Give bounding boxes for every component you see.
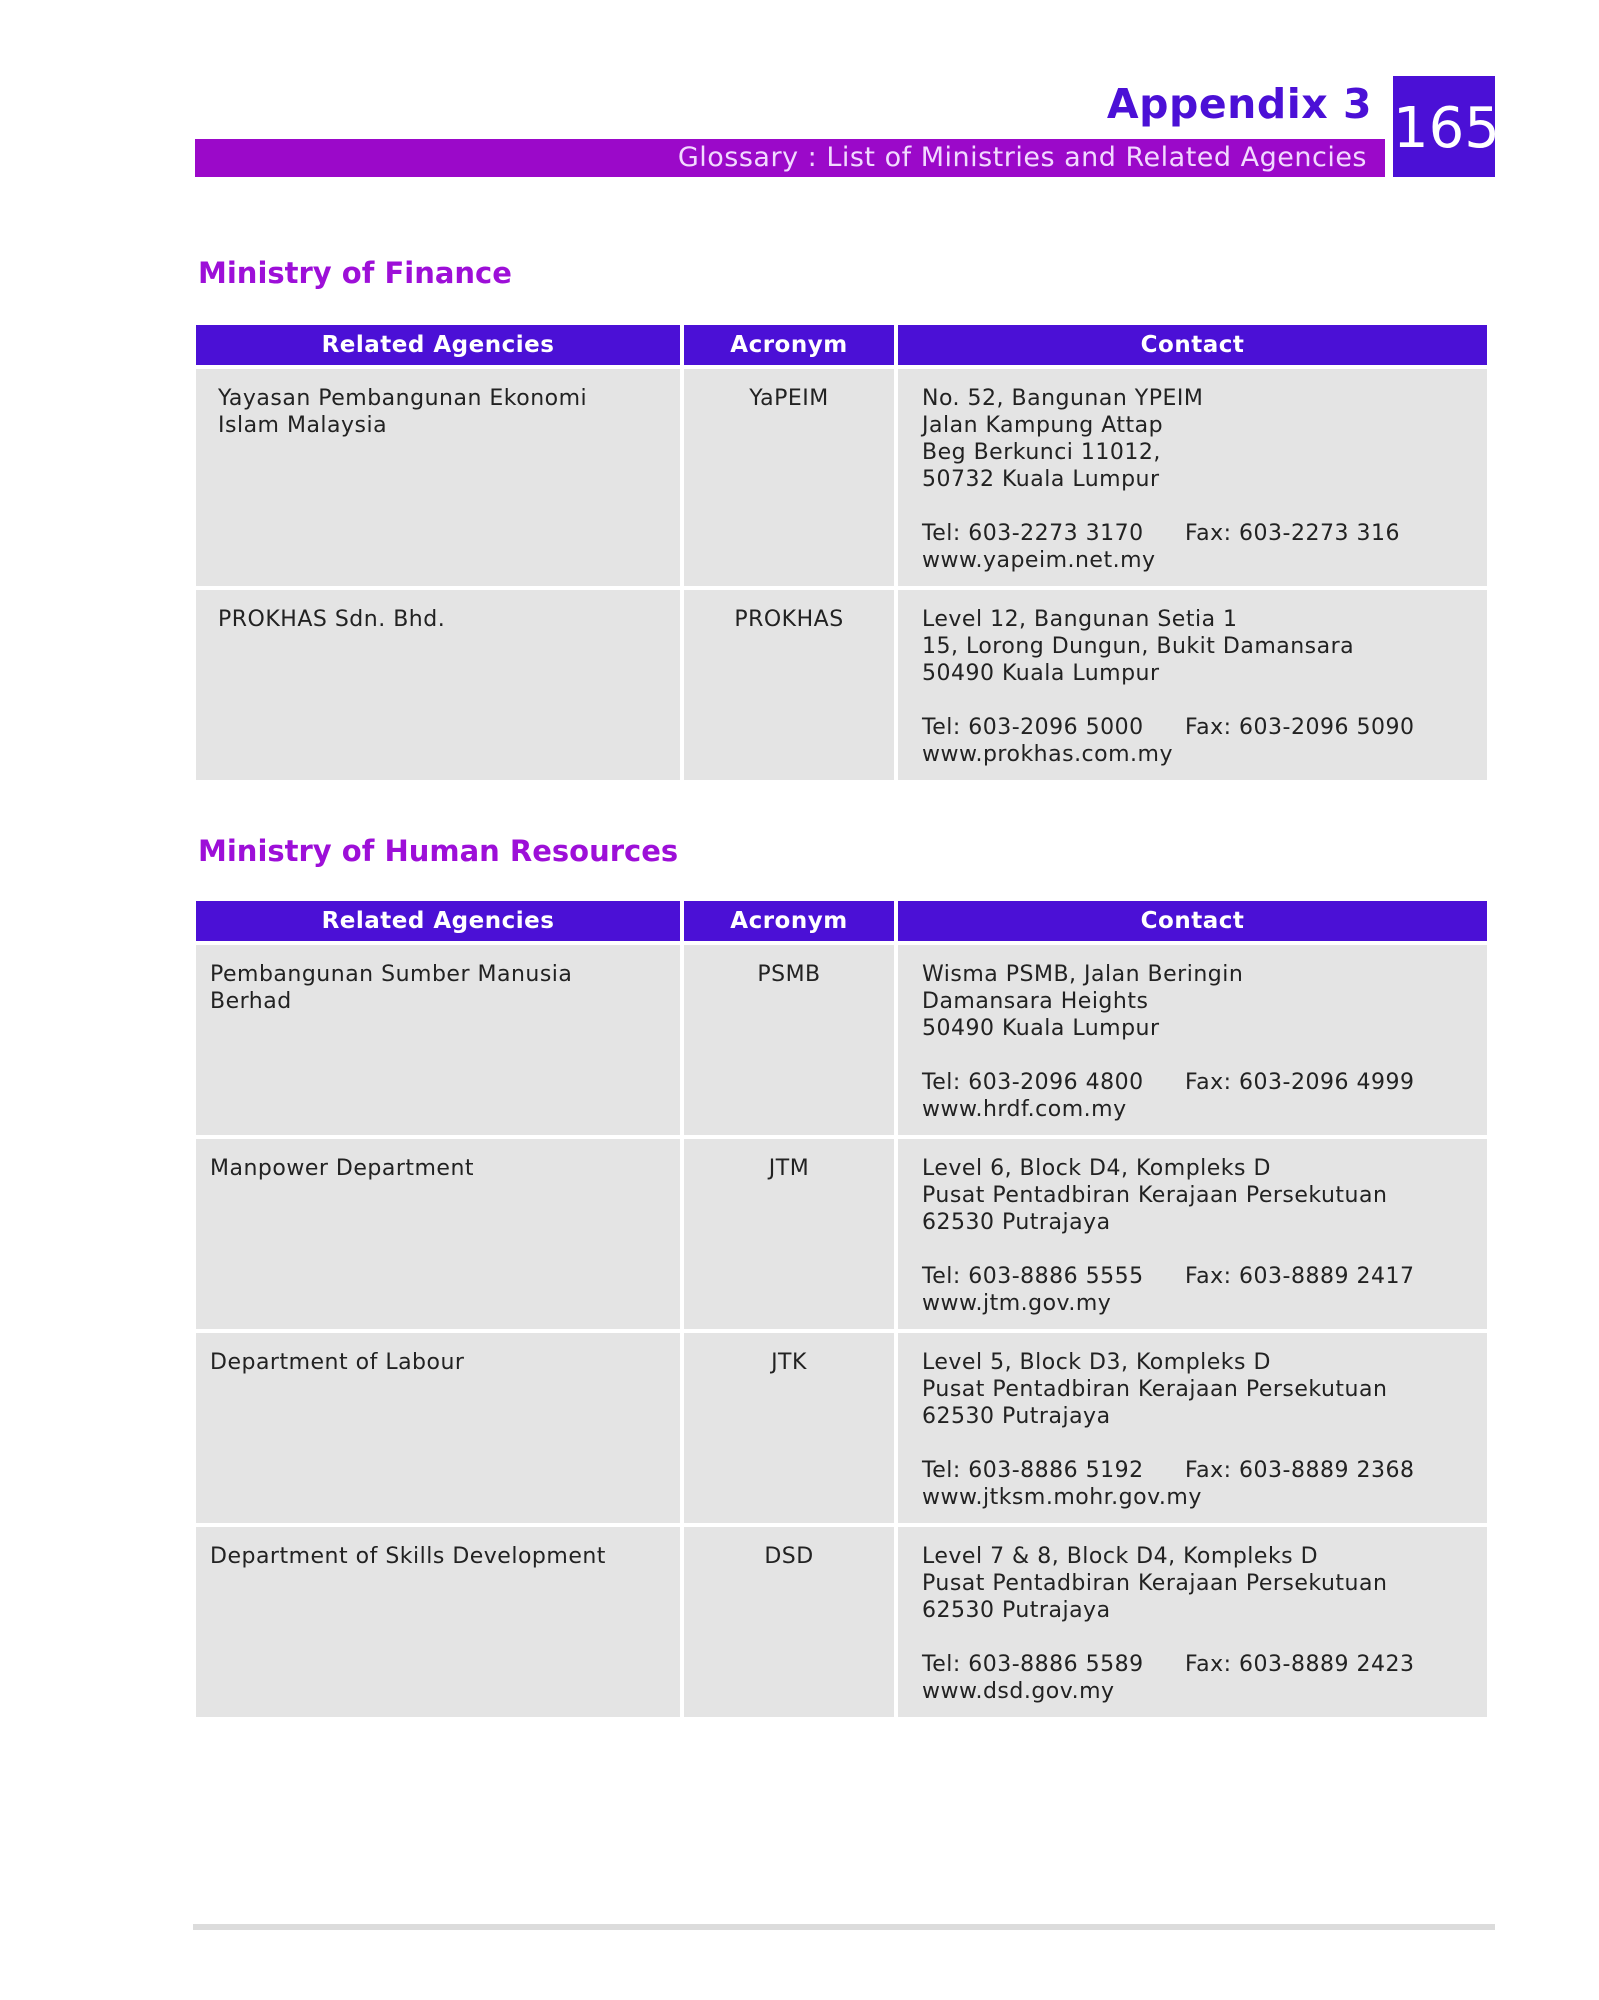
tel-number: Tel: 603-2096 5000 bbox=[922, 715, 1144, 740]
acronym-cell: PSMB bbox=[684, 945, 894, 1135]
address-line: Pusat Pentadbiran Kerajaan Persekutuan bbox=[922, 1183, 1388, 1208]
phone-row bbox=[922, 1069, 1477, 1096]
fax-number: Fax: 603-8889 2423 bbox=[1185, 1652, 1415, 1677]
column-header-acronym: Acronym bbox=[684, 325, 894, 365]
spacer bbox=[922, 493, 1477, 520]
address-line: 62530 Putrajaya bbox=[922, 1210, 1111, 1235]
human-resources-agencies-table bbox=[192, 897, 1491, 1721]
phone-row bbox=[922, 1651, 1477, 1678]
section-title-human-resources: Ministry of Human Resources bbox=[198, 834, 679, 868]
spacer bbox=[922, 687, 1477, 714]
website-link[interactable]: www.dsd.gov.my bbox=[922, 1679, 1115, 1704]
website-link[interactable]: www.jtm.gov.my bbox=[922, 1291, 1112, 1316]
table-row bbox=[196, 369, 1487, 586]
address-line: Pusat Pentadbiran Kerajaan Persekutuan bbox=[922, 1377, 1388, 1402]
spacer bbox=[922, 1430, 1477, 1457]
agency-cell bbox=[196, 1527, 680, 1717]
phone-row bbox=[922, 520, 1477, 547]
column-header-contact: Contact bbox=[898, 325, 1487, 365]
agency-cell bbox=[196, 1139, 680, 1329]
contact-cell bbox=[898, 1527, 1487, 1717]
table-row bbox=[196, 1139, 1487, 1329]
contact-cell bbox=[898, 1333, 1487, 1523]
section-title-finance: Ministry of Finance bbox=[198, 256, 512, 290]
column-header-acronym: Acronym bbox=[684, 901, 894, 941]
agency-name-line: Pembangunan Sumber Manusia bbox=[210, 962, 573, 987]
address-line: Jalan Kampung Attap bbox=[922, 413, 1164, 438]
address-line: Wisma PSMB, Jalan Beringin bbox=[922, 962, 1244, 987]
address-line: Level 7 & 8, Block D4, Kompleks D bbox=[922, 1544, 1319, 1569]
address-line: Damansara Heights bbox=[922, 989, 1149, 1014]
table-row bbox=[196, 1333, 1487, 1523]
tel-number: Tel: 603-8886 5555 bbox=[922, 1264, 1144, 1289]
fax-number: Fax: 603-8889 2417 bbox=[1185, 1264, 1415, 1289]
acronym-cell: YaPEIM bbox=[684, 369, 894, 586]
agency-name-line: Manpower Department bbox=[210, 1156, 475, 1181]
acronym-cell: JTM bbox=[684, 1139, 894, 1329]
fax-number: Fax: 603-2273 316 bbox=[1185, 521, 1400, 546]
fax-number: Fax: 603-2096 4999 bbox=[1185, 1070, 1415, 1095]
acronym-cell: DSD bbox=[684, 1527, 894, 1717]
agency-name-line: Islam Malaysia bbox=[218, 413, 388, 438]
website-link[interactable]: www.jtksm.mohr.gov.my bbox=[922, 1485, 1202, 1510]
address-line: Level 6, Block D4, Kompleks D bbox=[922, 1156, 1271, 1181]
agency-name-line: Department of Skills Development bbox=[210, 1544, 606, 1569]
contact-cell bbox=[898, 369, 1487, 586]
table-header-row bbox=[196, 325, 1487, 365]
phone-row bbox=[922, 1263, 1477, 1290]
address-line: Level 5, Block D3, Kompleks D bbox=[922, 1350, 1271, 1375]
spacer bbox=[922, 1042, 1477, 1069]
address-line: 62530 Putrajaya bbox=[922, 1598, 1111, 1623]
table-row bbox=[196, 945, 1487, 1135]
column-header-contact: Contact bbox=[898, 901, 1487, 941]
address-line: 50732 Kuala Lumpur bbox=[922, 467, 1160, 492]
agency-name-line: PROKHAS Sdn. Bhd. bbox=[218, 607, 446, 632]
column-header-agencies: Related Agencies bbox=[196, 901, 680, 941]
tel-number: Tel: 603-8886 5192 bbox=[922, 1458, 1144, 1483]
address-line: 62530 Putrajaya bbox=[922, 1404, 1111, 1429]
fax-number: Fax: 603-8889 2368 bbox=[1185, 1458, 1415, 1483]
subtitle-bar bbox=[195, 139, 1385, 177]
tel-number: Tel: 603-2273 3170 bbox=[922, 521, 1144, 546]
contact-cell bbox=[898, 590, 1487, 780]
appendix-title: Appendix 3 bbox=[1106, 80, 1372, 128]
agency-name-line: Yayasan Pembangunan Ekonomi bbox=[218, 386, 588, 411]
table-row bbox=[196, 590, 1487, 780]
agency-cell bbox=[196, 369, 680, 586]
page-number-box bbox=[1393, 76, 1500, 177]
website-link[interactable]: www.yapeim.net.my bbox=[922, 548, 1156, 573]
bottom-rule bbox=[193, 1924, 1495, 1930]
address-line: Beg Berkunci 11012, bbox=[922, 440, 1161, 465]
table-header-row bbox=[196, 901, 1487, 941]
spacer bbox=[922, 1624, 1477, 1651]
contact-cell bbox=[898, 945, 1487, 1135]
agency-cell bbox=[196, 945, 680, 1135]
website-link[interactable]: www.hrdf.com.my bbox=[922, 1097, 1127, 1122]
address-line: 50490 Kuala Lumpur bbox=[922, 1016, 1160, 1041]
spacer bbox=[922, 1236, 1477, 1263]
address-line: Pusat Pentadbiran Kerajaan Persekutuan bbox=[922, 1571, 1388, 1596]
address-line: No. 52, Bangunan YPEIM bbox=[922, 386, 1204, 411]
tel-number: Tel: 603-8886 5589 bbox=[922, 1652, 1144, 1677]
website-link[interactable]: www.prokhas.com.my bbox=[922, 742, 1173, 767]
subtitle-text: Glossary : List of Ministries and Related Agencies bbox=[677, 142, 1367, 173]
agency-name-line: Berhad bbox=[210, 989, 292, 1014]
address-line: Level 12, Bangunan Setia 1 bbox=[922, 607, 1238, 632]
page-number: 165 bbox=[1393, 96, 1500, 161]
phone-row bbox=[922, 1457, 1477, 1484]
acronym-cell: PROKHAS bbox=[684, 590, 894, 780]
phone-row bbox=[922, 714, 1477, 741]
finance-agencies-table bbox=[192, 321, 1491, 784]
tel-number: Tel: 603-2096 4800 bbox=[922, 1070, 1144, 1095]
column-header-agencies: Related Agencies bbox=[196, 325, 680, 365]
agency-cell bbox=[196, 590, 680, 780]
fax-number: Fax: 603-2096 5090 bbox=[1185, 715, 1415, 740]
table-row bbox=[196, 1527, 1487, 1717]
address-line: 15, Lorong Dungun, Bukit Damansara bbox=[922, 634, 1355, 659]
agency-cell bbox=[196, 1333, 680, 1523]
acronym-cell: JTK bbox=[684, 1333, 894, 1523]
address-line: 50490 Kuala Lumpur bbox=[922, 661, 1160, 686]
agency-name-line: Department of Labour bbox=[210, 1350, 465, 1375]
contact-cell bbox=[898, 1139, 1487, 1329]
